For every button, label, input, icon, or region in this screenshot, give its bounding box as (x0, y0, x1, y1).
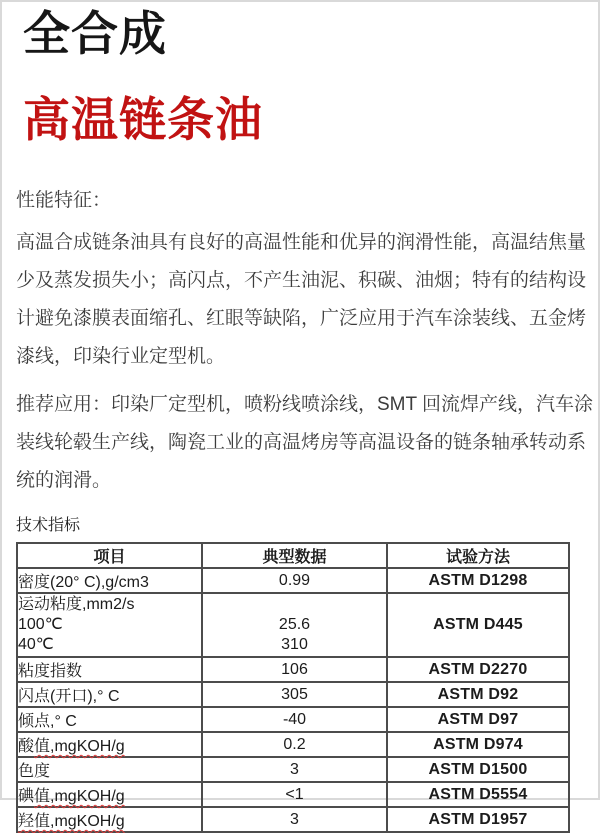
application-paragraph (16, 386, 594, 500)
performance-line-3: 计避免漆膜表面缩孔、红眼等缺陷，广泛应用于汽车涂装线、五金烤 (16, 308, 587, 329)
flash-point-item: 闪点(开口),° C (17, 682, 202, 707)
hydroxyl-value-value: 3 (202, 807, 387, 832)
table-row-color (17, 757, 569, 782)
viscosity-index-item: 粘度指数 (17, 657, 202, 682)
hydroxyl-value-item (17, 807, 202, 832)
performance-line-1: 高温合成链条油具有良好的高温性能和优异的润滑性能，高温结焦量 (16, 232, 587, 253)
acid-value-value: 0.2 (202, 732, 387, 757)
acid-value-item (17, 732, 202, 757)
viscosity-index-method: ASTM D2270 (387, 657, 569, 682)
performance-paragraph (16, 224, 587, 376)
viscosity-item-line2: 100℃ (18, 616, 63, 633)
spec-table-caption: 技术指标 (16, 517, 81, 534)
table-header-row (17, 543, 569, 568)
product-title-line2: 高温链条油 (23, 93, 263, 146)
product-title-line1: 全合成 (23, 7, 167, 60)
color-value: 3 (202, 757, 387, 782)
table-row-acid-value (17, 732, 569, 757)
viscosity-index-value: 106 (202, 657, 387, 682)
spec-table (16, 542, 570, 833)
viscosity-value-line2: 25.6 (278, 616, 311, 633)
iodine-value-value: <1 (202, 782, 387, 807)
table-row-pour-point (17, 707, 569, 732)
flash-point-method: ASTM D92 (387, 682, 569, 707)
performance-line-2: 少及蒸发损失小；高闪点，不产生油泥、积碳、油烟；特有的结构设 (16, 270, 587, 291)
pour-point-value: -40 (202, 707, 387, 732)
viscosity-item-line3: 40℃ (18, 636, 54, 653)
acid-value-prefix: 酸 (18, 738, 35, 755)
iodine-value-squiggle-text: 值,mgKOH/g (34, 788, 125, 805)
table-row-iodine-value (17, 782, 569, 807)
table-row-viscosity-index (17, 657, 569, 682)
performance-section-heading: 性能特征： (16, 190, 112, 211)
flash-point-value: 305 (202, 682, 387, 707)
performance-line-4: 漆线，印染行业定型机。 (16, 346, 226, 367)
viscosity-method: ASTM D445 (387, 593, 569, 657)
density-value: 0.99 (202, 568, 387, 593)
header-typical-data: 典型数据 (202, 543, 387, 568)
viscosity-item-line1: 运动粘度,mm2/s (18, 596, 135, 613)
viscosity-values (202, 593, 387, 657)
pour-point-item: 倾点,° C (17, 707, 202, 732)
application-line-3: 统的润滑。 (16, 470, 112, 491)
acid-value-squiggle-text: 值,mgKOH/g (34, 738, 125, 755)
application-line-1: 推荐应用：印染厂定型机，喷粉线喷涂线，SMT 回流焊产线，汽车涂 (16, 394, 594, 415)
viscosity-value-line1 (203, 595, 386, 615)
iodine-value-item (17, 782, 202, 807)
header-item: 项目 (17, 543, 202, 568)
density-item: 密度(20° C),g/cm3 (17, 568, 202, 593)
table-row-hydroxyl-value (17, 807, 569, 832)
viscosity-value-line3: 310 (281, 636, 308, 653)
iodine-value-method: ASTM D5554 (387, 782, 569, 807)
application-line-2: 装线轮毂生产线，陶瓷工业的高温烤房等高温设备的链条轴承转动系 (16, 432, 587, 453)
viscosity-item (17, 593, 202, 657)
table-row-viscosity (17, 593, 569, 657)
table-row-flash-point (17, 682, 569, 707)
hydroxyl-value-squiggle-text: 羟值,mgKOH/g (18, 813, 125, 830)
iodine-value-prefix: 碘 (18, 788, 35, 805)
acid-value-method: ASTM D974 (387, 732, 569, 757)
header-test-method: 试验方法 (387, 543, 569, 568)
table-row-density (17, 568, 569, 593)
pour-point-method: ASTM D97 (387, 707, 569, 732)
density-method: ASTM D1298 (387, 568, 569, 593)
color-item: 色度 (17, 757, 202, 782)
hydroxyl-value-method: ASTM D1957 (387, 807, 569, 832)
color-method: ASTM D1500 (387, 757, 569, 782)
